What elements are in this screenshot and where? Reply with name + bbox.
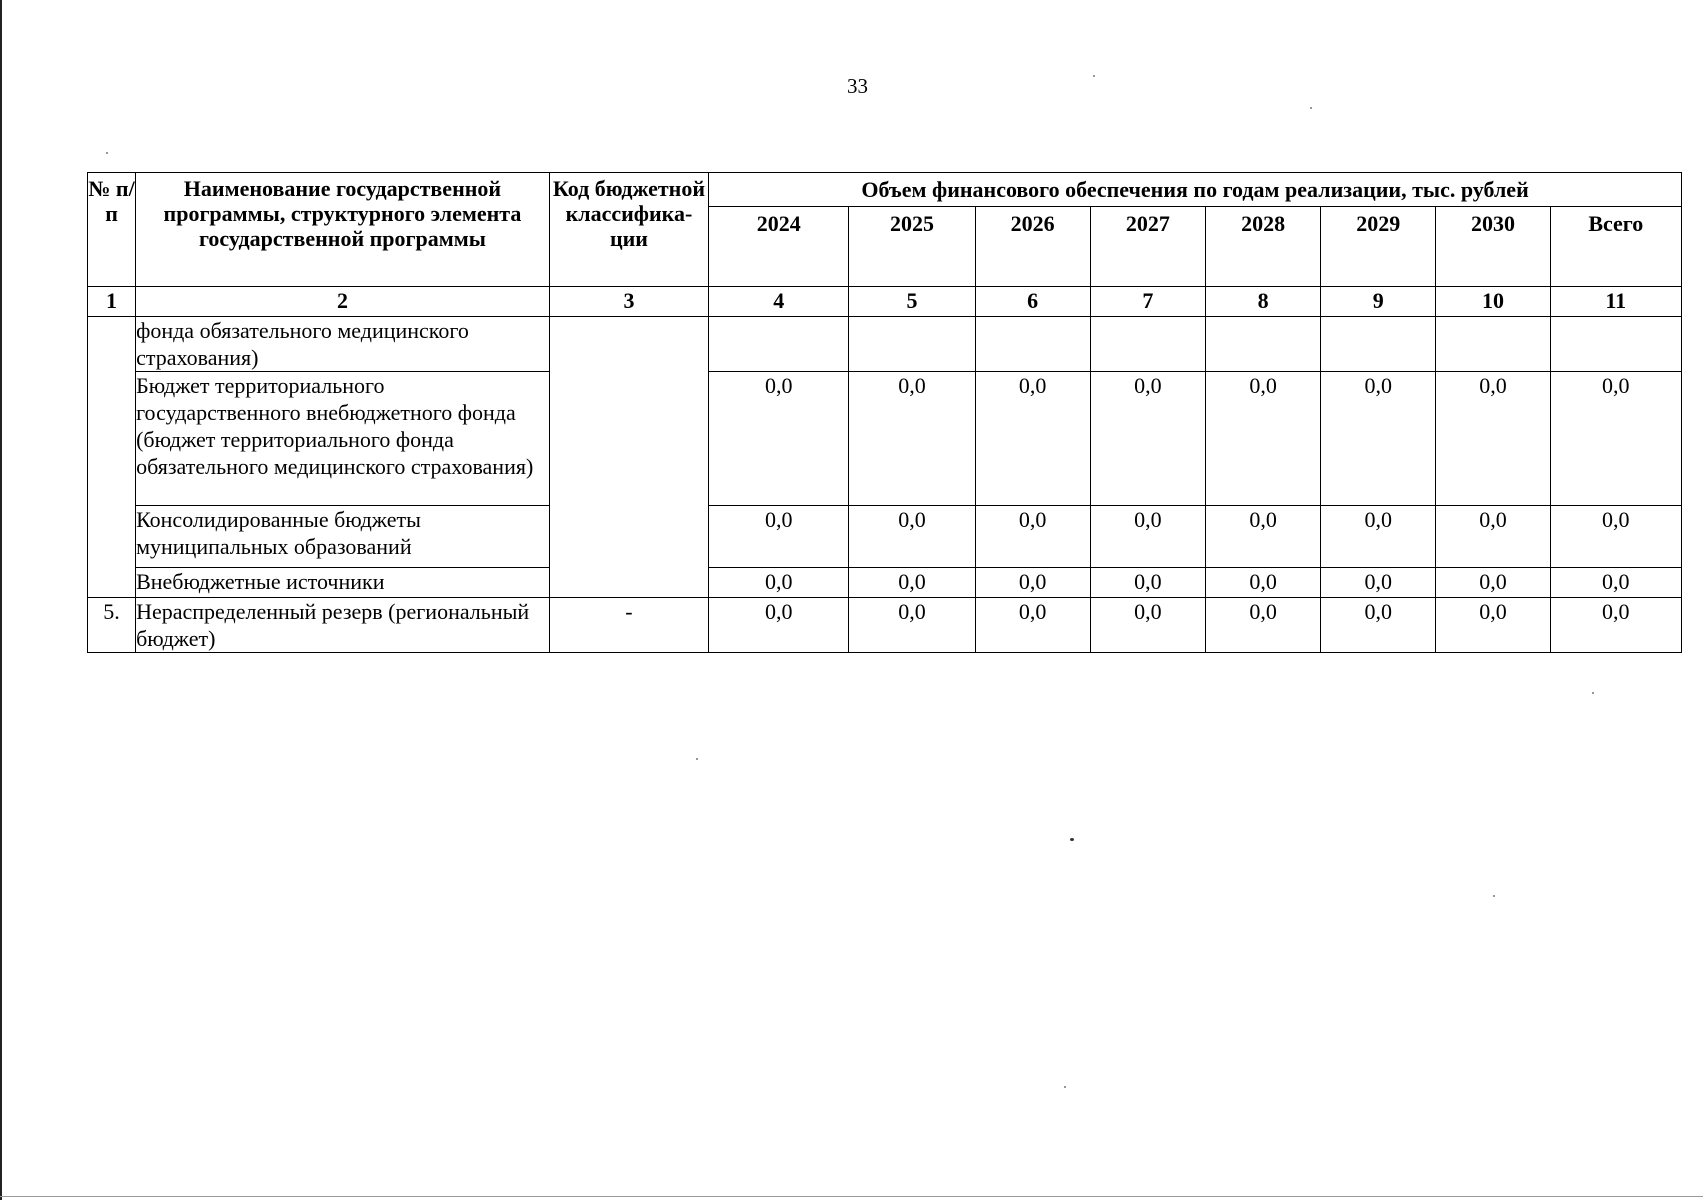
column-number: 6 bbox=[975, 287, 1090, 317]
column-number: 4 bbox=[709, 287, 849, 317]
value-cell: 0,0 bbox=[1321, 568, 1436, 598]
header-name: Наименование государственной программы, структурного элемента государственной программы bbox=[136, 173, 550, 287]
header-number: № п/п bbox=[88, 173, 136, 287]
value-cell: 0,0 bbox=[1550, 568, 1681, 598]
scan-speck bbox=[1493, 895, 1495, 897]
table-row bbox=[88, 372, 1682, 506]
table-row bbox=[88, 598, 1682, 653]
value-cell: 0,0 bbox=[1205, 372, 1320, 506]
header-year: 2024 bbox=[709, 207, 849, 287]
value-cell: 0,0 bbox=[1090, 568, 1205, 598]
value-cell: 0,0 bbox=[849, 568, 975, 598]
header-year: 2029 bbox=[1321, 207, 1436, 287]
column-number: 3 bbox=[549, 287, 708, 317]
column-number: 8 bbox=[1205, 287, 1320, 317]
value-cell: 0,0 bbox=[849, 598, 975, 653]
value-cell: 0,0 bbox=[1090, 506, 1205, 568]
scan-speck bbox=[1592, 692, 1594, 694]
table-row bbox=[88, 317, 1682, 372]
column-number-row bbox=[88, 287, 1682, 317]
column-number: 5 bbox=[849, 287, 975, 317]
value-cell: 0,0 bbox=[709, 506, 849, 568]
value-cell bbox=[709, 317, 849, 372]
row-name: Бюджет территориального государственного внебюджетного фонда (бюджет территориального фонда обязательного медицинского страхования) bbox=[136, 372, 550, 506]
value-cell: 0,0 bbox=[1436, 506, 1550, 568]
column-number: 11 bbox=[1550, 287, 1681, 317]
funding-table bbox=[87, 172, 1682, 653]
header-year: 2026 bbox=[975, 207, 1090, 287]
value-cell bbox=[1090, 317, 1205, 372]
value-cell: 0,0 bbox=[709, 568, 849, 598]
value-cell: 0,0 bbox=[1205, 506, 1320, 568]
scan-speck bbox=[1093, 75, 1095, 77]
value-cell: 0,0 bbox=[1436, 568, 1550, 598]
value-cell: 0,0 bbox=[1090, 372, 1205, 506]
value-cell: 0,0 bbox=[1550, 506, 1681, 568]
value-cell bbox=[975, 317, 1090, 372]
scan-speck bbox=[1070, 838, 1074, 841]
value-cell bbox=[849, 317, 975, 372]
value-cell: 0,0 bbox=[709, 598, 849, 653]
value-cell: 0,0 bbox=[1550, 372, 1681, 506]
column-number: 10 bbox=[1436, 287, 1550, 317]
header-budget-code: Код бюджетной классифика-ции bbox=[549, 173, 708, 287]
page-number: 33 bbox=[847, 74, 868, 98]
header-year: 2030 bbox=[1436, 207, 1550, 287]
value-cell: 0,0 bbox=[1436, 372, 1550, 506]
value-cell bbox=[1436, 317, 1550, 372]
scan-speck bbox=[1064, 1086, 1066, 1088]
row-number-cell bbox=[88, 317, 136, 598]
header-total: Всего bbox=[1550, 207, 1681, 287]
column-number: 9 bbox=[1321, 287, 1436, 317]
table-row bbox=[88, 568, 1682, 598]
header-year: 2028 bbox=[1205, 207, 1320, 287]
value-cell: 0,0 bbox=[975, 598, 1090, 653]
value-cell: 0,0 bbox=[1550, 598, 1681, 653]
row-number: 5. bbox=[88, 598, 136, 653]
header-funding: Объем финансового обеспечения по годам реализации, тыс. рублей bbox=[709, 173, 1682, 207]
value-cell bbox=[1550, 317, 1681, 372]
row-name: Внебюджетные источники bbox=[136, 568, 550, 598]
table-row bbox=[88, 506, 1682, 568]
value-cell bbox=[1321, 317, 1436, 372]
value-cell: 0,0 bbox=[849, 506, 975, 568]
value-cell: 0,0 bbox=[849, 372, 975, 506]
scan-speck bbox=[696, 758, 698, 760]
value-cell: 0,0 bbox=[1090, 598, 1205, 653]
header-year: 2025 bbox=[849, 207, 975, 287]
row-name: фонда обязательного медицинского страхования) bbox=[136, 317, 550, 372]
scan-speck bbox=[106, 152, 108, 154]
value-cell: 0,0 bbox=[1321, 506, 1436, 568]
value-cell bbox=[1205, 317, 1320, 372]
value-cell: 0,0 bbox=[1321, 598, 1436, 653]
scan-edge-bottom bbox=[0, 1196, 1703, 1197]
value-cell: 0,0 bbox=[1205, 598, 1320, 653]
value-cell: 0,0 bbox=[709, 372, 849, 506]
budget-code-cell bbox=[549, 317, 708, 598]
budget-code: - bbox=[549, 598, 708, 653]
row-name: Нераспределенный резерв (региональный бюджет) bbox=[136, 598, 550, 653]
value-cell: 0,0 bbox=[1205, 568, 1320, 598]
row-name: Консолидированные бюджеты муниципальных образований bbox=[136, 506, 550, 568]
column-number: 2 bbox=[136, 287, 550, 317]
value-cell: 0,0 bbox=[975, 372, 1090, 506]
scan-edge bbox=[0, 0, 2, 1200]
value-cell: 0,0 bbox=[1436, 598, 1550, 653]
header-year: 2027 bbox=[1090, 207, 1205, 287]
value-cell: 0,0 bbox=[1321, 372, 1436, 506]
value-cell: 0,0 bbox=[975, 568, 1090, 598]
column-number: 1 bbox=[88, 287, 136, 317]
value-cell: 0,0 bbox=[975, 506, 1090, 568]
column-number: 7 bbox=[1090, 287, 1205, 317]
scan-speck bbox=[1310, 107, 1312, 109]
